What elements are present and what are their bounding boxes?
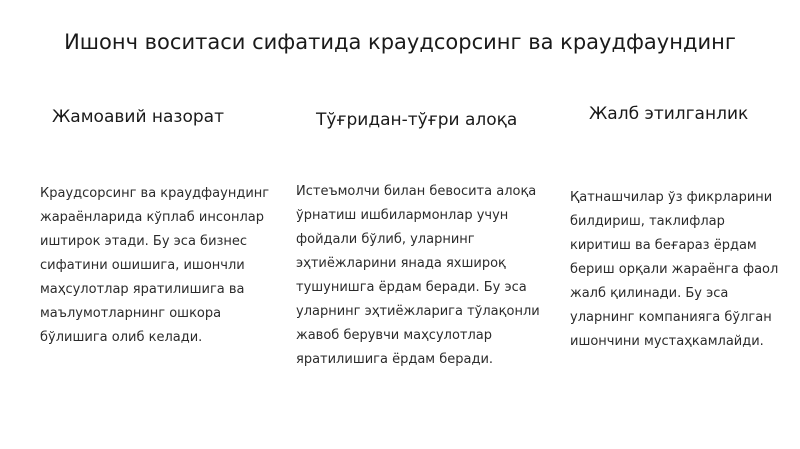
column-text-engagement: Қатнашчилар ўз фикрларини билдириш, таклифлар киритиш ва беғараз ёрдам бериш орқали жараёнга фаол жалб қилинади. Бу эса уларнинг компанияга бўлган ишончини мустаҳкамлайди.	[570, 190, 779, 349]
column-heading-direct-communication: Тўғридан-тўғри алоқа	[316, 110, 518, 130]
column-heading-engagement: Жалб этилганлик	[589, 104, 749, 124]
column-heading-collective-control: Жамоавий назорат	[52, 107, 224, 127]
column-text-direct-communication: Истеъмолчи билан бевосита алоқа ўрнатиш ишбилармонлар учун фойдали бўлиб, уларнинг эҳтиёжларини янада яхшироқ тушунишга ёрдам беради. Бу эса уларнинг эҳтиёжларига тўлақонли жавоб берувчи маҳсулотлар яратилишига ёрдам беради.	[296, 184, 540, 367]
page-title: Ишонч воситаси сифатида краудсорсинг ва краудфаундинг	[64, 30, 736, 54]
column-text-collective-control: Краудсорсинг ва краудфаундинг жараёнларида кўплаб инсонлар иштирок этади. Бу эса бизнес сифатини ошишига, ишончли маҳсулотлар яратилишига ва маълумотларнинг ошкора бўлишига олиб келади.	[40, 186, 270, 345]
